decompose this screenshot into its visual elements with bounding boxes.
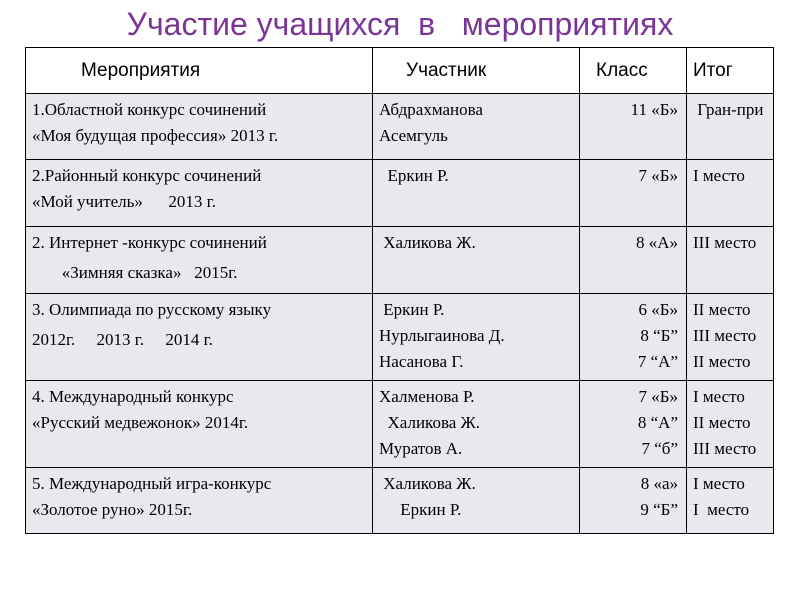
event-cell [26,381,373,468]
class-value: 11 «Б» [630,100,678,119]
header-cell-class [580,48,687,94]
participant-name: Халменова Р. [379,387,475,406]
event-cell [26,227,373,294]
event-line: 2012г. 2013 г. 2014 г. [32,330,213,349]
participant-name: Халикова Ж. [379,233,476,252]
event-line: 4. Международный конкурс [32,387,234,406]
participant-name: Халикова Ж. [379,413,481,432]
participant-name: Асемгуль [379,126,448,145]
event-line: «Русский медвежонок» 2014г. [32,413,249,432]
participant-cell [373,294,580,381]
result-value: III место [693,439,757,458]
events-table [25,47,774,534]
event-cell [26,294,373,381]
class-value: 7 «Б» [638,166,678,185]
class-cell [580,294,687,381]
participant-name: Еркин Р. [379,500,462,519]
result-value: I место [693,166,745,185]
header-cell-events [26,48,373,94]
table-row [26,94,774,160]
header-cell-participant [373,48,580,94]
result-value: III место [693,326,757,345]
result-cell [687,94,774,160]
participant-cell [373,468,580,534]
table-row [26,294,774,381]
header-label: Итог [693,59,733,81]
class-value: 8 “А” [637,413,678,432]
result-value: II место [693,413,751,432]
header-label: Класс [596,59,648,81]
class-value: 8 «А» [635,233,678,252]
class-cell [580,468,687,534]
class-value: 9 “Б” [640,500,678,519]
result-value: I место [693,474,745,493]
class-value: 8 “Б” [640,326,678,345]
result-value: III место [693,233,757,252]
result-value: I место [693,387,745,406]
event-line: 2. Интернет -конкурс сочинений [32,233,267,252]
class-value: 7 “б” [641,439,678,458]
event-line: 1.Областной конкурс сочинений [32,100,267,119]
participant-cell [373,381,580,468]
table-row [26,227,774,294]
class-cell [580,94,687,160]
result-value: II место [693,352,751,371]
participant-name: Муратов А. [379,439,463,458]
header-cell-result [687,48,774,94]
event-cell [26,468,373,534]
result-cell [687,227,774,294]
result-value: II место [693,300,751,319]
participant-cell [373,94,580,160]
header-label: Мероприятия [81,59,201,81]
class-value: 8 «а» [640,474,678,493]
participant-cell [373,160,580,227]
result-value: Гран-при [693,100,764,119]
event-line: «Мой учитель» 2013 г. [32,192,216,211]
table-row [26,381,774,468]
header-label: Участник [406,59,487,81]
result-cell [687,160,774,227]
participant-name: Абдрахманова [379,100,483,119]
class-value: 6 «Б» [638,300,678,319]
class-cell [580,227,687,294]
event-cell [26,94,373,160]
class-cell [580,381,687,468]
result-cell [687,381,774,468]
event-line: «Моя будущая профессия» 2013 г. [32,126,279,145]
event-line: «Золотое руно» 2015г. [32,500,193,519]
event-line: 5. Международный игра-конкурс [32,474,272,493]
event-line: «Зимняя сказка» 2015г. [32,263,238,282]
result-cell [687,468,774,534]
slide-title: Участие учащихся в мероприятиях [126,6,674,42]
class-cell [580,160,687,227]
participant-cell [373,227,580,294]
event-cell [26,160,373,227]
result-cell [687,294,774,381]
participant-name: Еркин Р. [379,166,449,185]
result-value: I место [693,500,750,519]
event-line: 2.Районный конкурс сочинений [32,166,262,185]
participant-name: Нурлыгаинова Д. [379,326,505,345]
event-line: 3. Олимпиада по русскому языку [32,300,272,319]
class-value: 7 “А” [637,352,678,371]
participant-name: Еркин Р. [379,300,445,319]
participant-name: Насанова Г. [379,352,464,371]
participant-name: Халикова Ж. [379,474,476,493]
table-row [26,160,774,227]
table-header-row [26,48,774,94]
table-row [26,468,774,534]
class-value: 7 «Б» [638,387,678,406]
